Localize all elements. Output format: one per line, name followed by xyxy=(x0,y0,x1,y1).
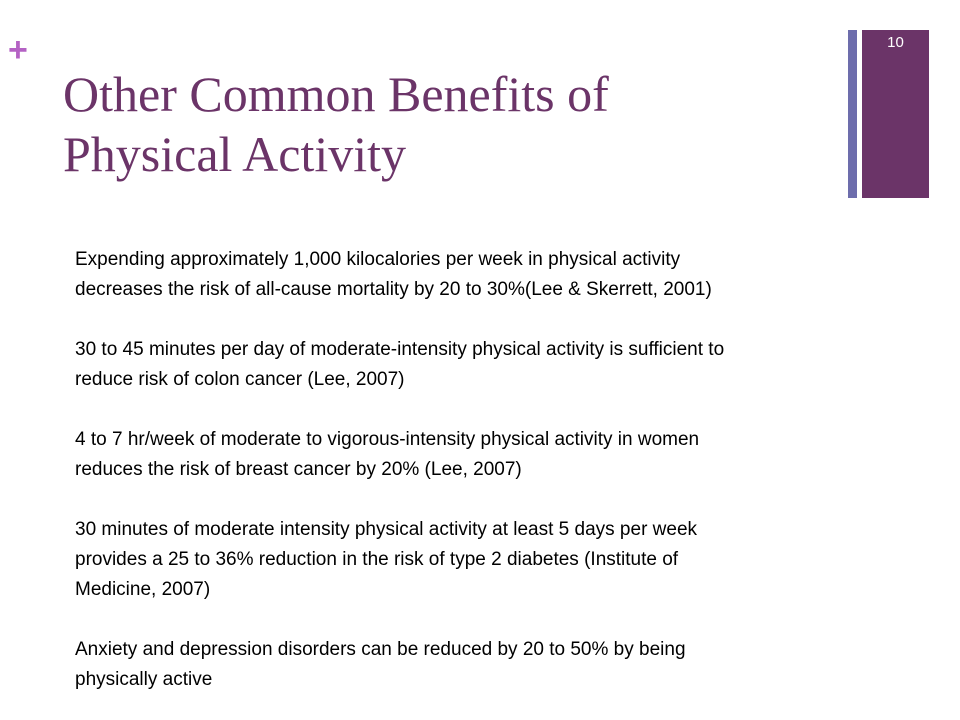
text-line: reduces the risk of breast cancer by 20% (Lee, 2007) xyxy=(75,459,522,480)
benefit-paragraph xyxy=(75,515,915,605)
benefit-paragraph xyxy=(75,635,915,695)
text-line: provides a 25 to 36% reduction in the risk of type 2 diabetes (Institute of xyxy=(75,549,679,570)
text-line: physically active xyxy=(75,669,213,690)
text-line: 30 minutes of moderate intensity physical activity at least 5 days per week xyxy=(75,519,698,540)
plus-icon: + xyxy=(8,31,28,69)
text-line: Expending approximately 1,000 kilocalories per week in physical activity xyxy=(75,249,681,270)
text-line: 30 to 45 minutes per day of moderate-intensity physical activity is sufficient to xyxy=(75,339,725,360)
benefit-paragraph xyxy=(75,335,915,395)
text-line: 4 to 7 hr/week of moderate to vigorous-intensity physical activity in women xyxy=(75,429,700,450)
benefit-paragraph xyxy=(75,245,915,305)
slide-title xyxy=(63,64,833,184)
slide-body xyxy=(75,245,915,695)
text-line: Medicine, 2007) xyxy=(75,579,211,600)
slide-number: 10 xyxy=(887,34,904,51)
accent-bar-thick xyxy=(862,30,929,198)
text-line: Anxiety and depression disorders can be reduced by 20 to 50% by being xyxy=(75,639,686,660)
title-line: Physical Activity xyxy=(63,126,407,182)
text-line: reduce risk of colon cancer (Lee, 2007) xyxy=(75,369,405,390)
title-line: Other Common Benefits of xyxy=(63,66,609,122)
accent-bar-thin xyxy=(848,30,857,198)
text-line: decreases the risk of all-cause mortality by 20 to 30%(Lee & Skerrett, 2001) xyxy=(75,279,712,300)
benefit-paragraph xyxy=(75,425,915,485)
